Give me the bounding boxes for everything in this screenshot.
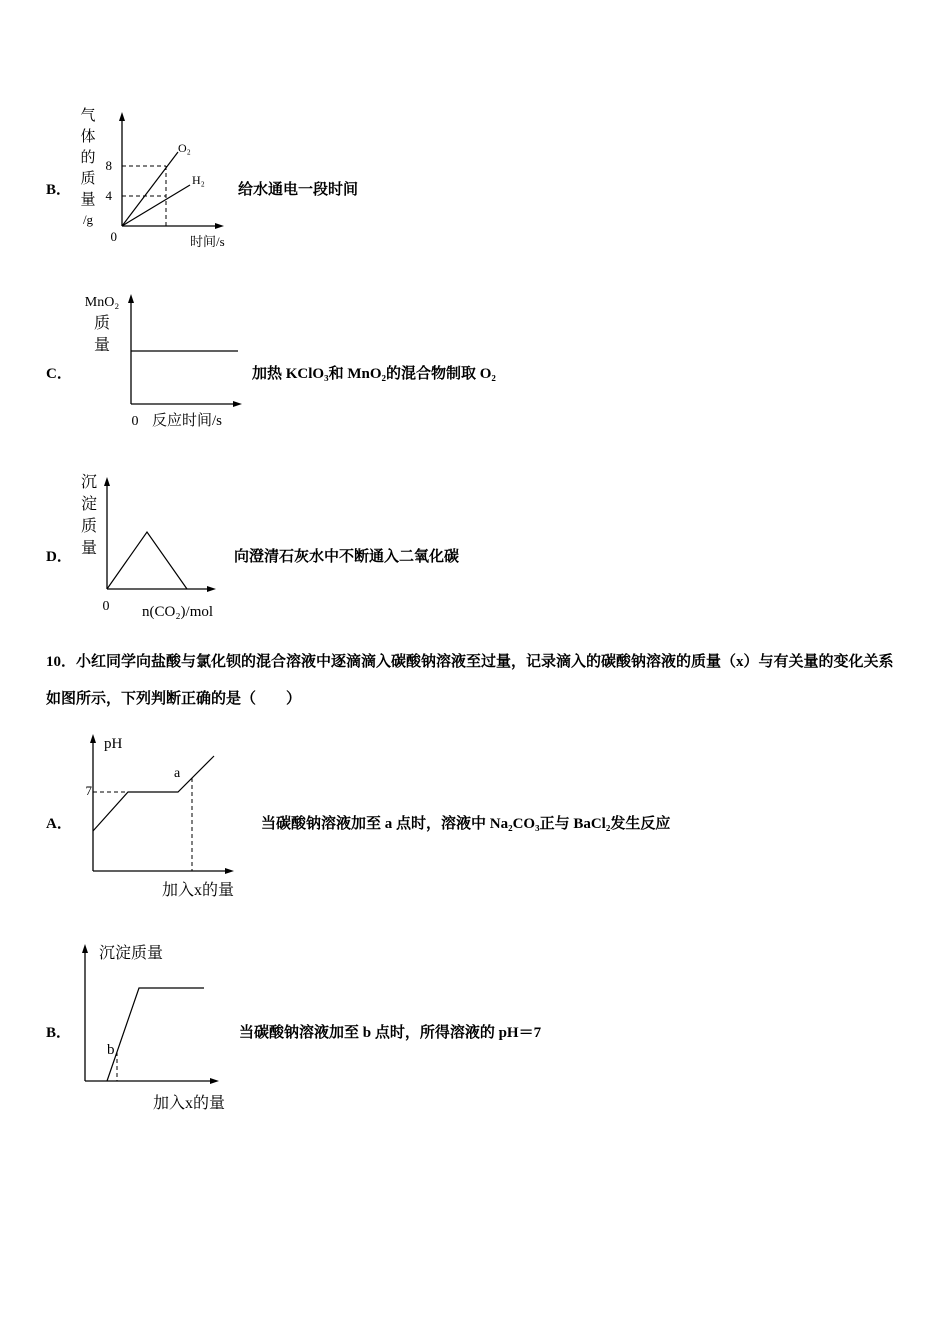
line-ph bbox=[93, 756, 214, 831]
y-label-char: /g bbox=[82, 212, 94, 227]
x-axis-arrow bbox=[215, 223, 224, 229]
y-label-char: 淀 bbox=[80, 496, 98, 513]
y-label-char: 质 bbox=[93, 315, 111, 332]
y-label-char: 量 bbox=[80, 192, 96, 208]
y-axis-label: 沉淀质量 bbox=[99, 945, 164, 962]
option-c-letter: C． bbox=[46, 366, 72, 382]
y-label-char: 体 bbox=[80, 129, 96, 145]
option-b-letter: B． bbox=[46, 1025, 72, 1041]
option-a-letter: A． bbox=[46, 816, 72, 832]
y-axis-arrow bbox=[82, 944, 88, 953]
graph-electrolysis bbox=[70, 100, 240, 255]
option-c-description: 加热 KClO₃和 MnO₂的混合物制取 O₂ bbox=[252, 366, 496, 382]
origin-label: 0 bbox=[131, 414, 139, 429]
tick-7: 7 bbox=[85, 783, 92, 798]
x-axis-arrow bbox=[207, 586, 216, 592]
graph-ph bbox=[80, 730, 250, 902]
option-b-description: 给水通电一段时间 bbox=[238, 182, 359, 198]
y-label-char: 气 bbox=[80, 108, 96, 124]
y-label-char: 质 bbox=[80, 518, 98, 535]
question-10-text: 10．小红同学向盐酸与氯化钡的混合溶液中逐滴滴入碳酸钠溶液至过量，记录滴入的碳酸钠溶液的质量（x）与有关量的变化关系如图所示，下列判断正确的是（ ） bbox=[46, 654, 894, 707]
line-h2 bbox=[122, 185, 190, 226]
x-axis-label: 反应时间/s bbox=[152, 413, 223, 429]
origin-label: 0 bbox=[102, 599, 110, 614]
y-label-char: 量 bbox=[80, 540, 98, 557]
y-label-char: 沉 bbox=[80, 474, 98, 491]
y-label-char: 的 bbox=[80, 150, 96, 166]
graph-mno2-mass bbox=[78, 288, 248, 433]
line-precipitate bbox=[107, 988, 204, 1081]
point-b-label: b bbox=[107, 1042, 115, 1058]
x-axis-arrow bbox=[225, 868, 234, 874]
y-label-char: 量 bbox=[93, 337, 111, 354]
x-axis-label: n(CO₂)/mol bbox=[142, 604, 214, 620]
tick-4: 4 bbox=[105, 188, 112, 203]
x-axis-label: 加入x的量 bbox=[153, 1095, 226, 1112]
graph-precipitate-co2 bbox=[76, 470, 241, 620]
y-axis-arrow bbox=[104, 477, 110, 486]
label-h2: H₂ bbox=[192, 173, 205, 187]
x-axis-label: 加入x的量 bbox=[162, 882, 235, 899]
y-axis-arrow bbox=[119, 112, 125, 121]
graph-precipitate-mass bbox=[75, 938, 245, 1115]
origin-label: 0 bbox=[110, 229, 117, 244]
point-a-label: a bbox=[174, 766, 181, 781]
line-precipitate bbox=[107, 532, 187, 589]
option-d-description: 向澄清石灰水中不断通入二氧化碳 bbox=[234, 549, 460, 565]
y-axis-label bbox=[80, 107, 95, 227]
y-label-char: 质 bbox=[80, 171, 96, 187]
option-d-letter: D． bbox=[46, 549, 72, 565]
x-axis-label: 时间/s bbox=[190, 234, 225, 249]
option-b-description: 当碳酸钠溶液加至 b 点时，所得溶液的 pH＝7 bbox=[239, 1025, 542, 1041]
x-axis-arrow bbox=[233, 401, 242, 407]
tick-8: 8 bbox=[105, 158, 112, 173]
y-axis-label: pH bbox=[104, 736, 123, 752]
y-axis-arrow bbox=[128, 294, 134, 303]
line-o2 bbox=[122, 152, 178, 226]
option-a-description: 当碳酸钠溶液加至 a 点时，溶液中 Na₂CO₃正与 BaCl₂发生反应 bbox=[261, 816, 671, 832]
y-axis-arrow bbox=[90, 734, 96, 743]
y-label-mno2: MnO₂ bbox=[84, 295, 120, 310]
label-o2: O₂ bbox=[178, 141, 191, 155]
option-b-letter: B． bbox=[46, 182, 72, 198]
x-axis-arrow bbox=[210, 1078, 219, 1084]
